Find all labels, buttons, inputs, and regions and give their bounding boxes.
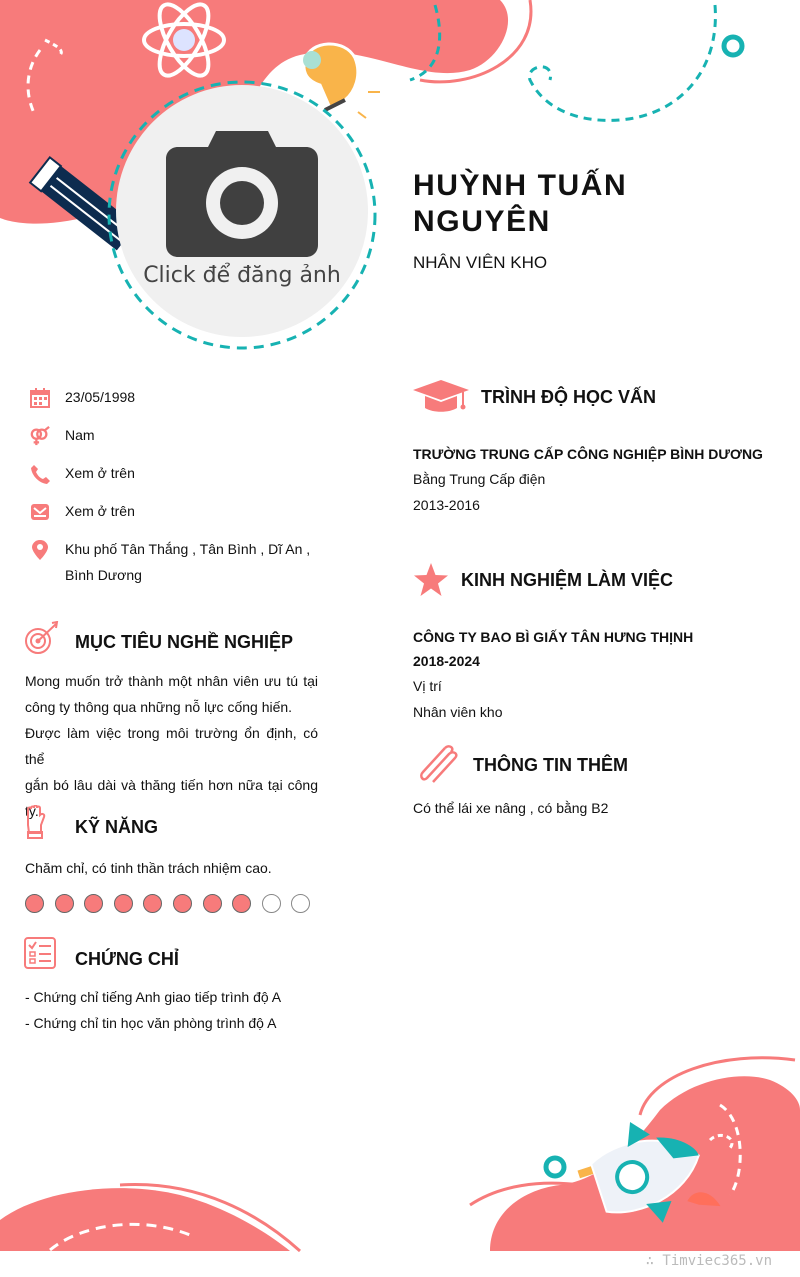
teal-ring	[724, 37, 742, 55]
school-name: TRƯỜNG TRUNG CẤP CÔNG NGHIỆP BÌNH DƯƠNG	[413, 446, 763, 462]
info-birthday	[30, 384, 330, 410]
bottom-left-blob	[0, 1188, 290, 1251]
photo-upload[interactable]	[116, 85, 368, 337]
skill-text: Chăm chỉ, có tinh thần trách nhiệm cao.	[25, 860, 272, 876]
objective-text	[25, 668, 318, 824]
skill-dot	[143, 894, 162, 913]
skill-dot	[173, 894, 192, 913]
graduation-cap-icon	[413, 380, 469, 414]
skill-dot	[232, 894, 251, 913]
education-title: TRÌNH ĐỘ HỌC VẤN	[481, 387, 656, 407]
education-years: 2013-2016	[413, 497, 480, 513]
objective-line: Mong muốn trở thành một nhân viên ưu tú tại	[25, 673, 318, 689]
skill-dot	[25, 894, 44, 913]
gender-value: Nam	[65, 427, 95, 443]
address-line-1: Khu phố Tân Thắng , Tân Bình , Dĩ An ,	[65, 541, 311, 557]
target-icon	[24, 621, 60, 657]
phone-icon	[30, 464, 50, 484]
info-address	[30, 536, 330, 588]
objective-line: Được làm việc trong môi trường ổn định, có thể	[25, 725, 318, 767]
info-phone	[30, 460, 330, 486]
camera-icon	[166, 125, 318, 259]
teal-small-ring	[546, 1158, 564, 1176]
watermark: ∴ Timviec365.vn	[645, 1253, 772, 1269]
skill-dot	[262, 894, 281, 913]
skill-rating	[25, 894, 325, 918]
objective-title: MỤC TIÊU NGHỀ NGHIỆP	[75, 632, 294, 652]
objective-line: công ty thông qua những nỗ lực cống hiến.	[25, 699, 293, 715]
paperclip-icon	[415, 744, 459, 786]
name-line-2: NGUYÊN	[413, 205, 551, 238]
extra-title: THÔNG TIN THÊM	[473, 755, 628, 775]
certificate-item: - Chứng chỉ tiếng Anh giao tiếp trình độ A	[25, 989, 282, 1005]
info-email	[30, 498, 330, 524]
position-label: Vị trí	[413, 678, 442, 694]
hand-icon	[24, 805, 48, 839]
certificate-item: - Chứng chỉ tin học văn phòng trình độ A	[25, 1015, 277, 1031]
skill-dot	[84, 894, 103, 913]
candidate-name	[413, 168, 713, 240]
star-icon	[413, 563, 449, 597]
objective-line: ty.	[25, 803, 39, 819]
info-gender	[30, 422, 330, 448]
job-title: NHÂN VIÊN KHO	[413, 253, 548, 272]
email-value: Xem ở trên	[65, 503, 135, 519]
email-icon	[30, 502, 50, 522]
name-line-1: HUỲNH TUẤN	[413, 169, 628, 202]
skill-dot	[55, 894, 74, 913]
extra-text: Có thể lái xe nâng , có bằng B2	[413, 800, 609, 816]
birthday-value: 23/05/1998	[65, 389, 136, 405]
photo-upload-label: Click để đăng ảnh	[143, 263, 341, 288]
certificates-title: CHỨNG CHỈ	[75, 949, 179, 969]
location-icon	[30, 540, 50, 560]
teal-dash-trail-2	[529, 5, 715, 120]
skill-dot	[203, 894, 222, 913]
position-value: Nhân viên kho	[413, 704, 503, 720]
address-line-2: Bình Dương	[65, 567, 142, 583]
company-name: CÔNG TY BAO BÌ GIẤY TÂN HƯNG THỊNH	[413, 629, 694, 645]
skill-dot	[291, 894, 310, 913]
experience-years: 2018-2024	[413, 653, 480, 669]
objective-line: gắn bó lâu dài và thăng tiến hơn nữa tại công	[25, 777, 318, 793]
phone-value: Xem ở trên	[65, 465, 135, 481]
skill-dot	[114, 894, 133, 913]
checklist-icon	[24, 937, 56, 969]
gender-icon	[30, 426, 50, 446]
calendar-icon	[30, 388, 50, 408]
skills-title: KỸ NĂNG	[75, 817, 159, 837]
degree: Bằng Trung Cấp điện	[413, 471, 546, 487]
experience-title: KINH NGHIỆM LÀM VIỆC	[461, 570, 674, 590]
